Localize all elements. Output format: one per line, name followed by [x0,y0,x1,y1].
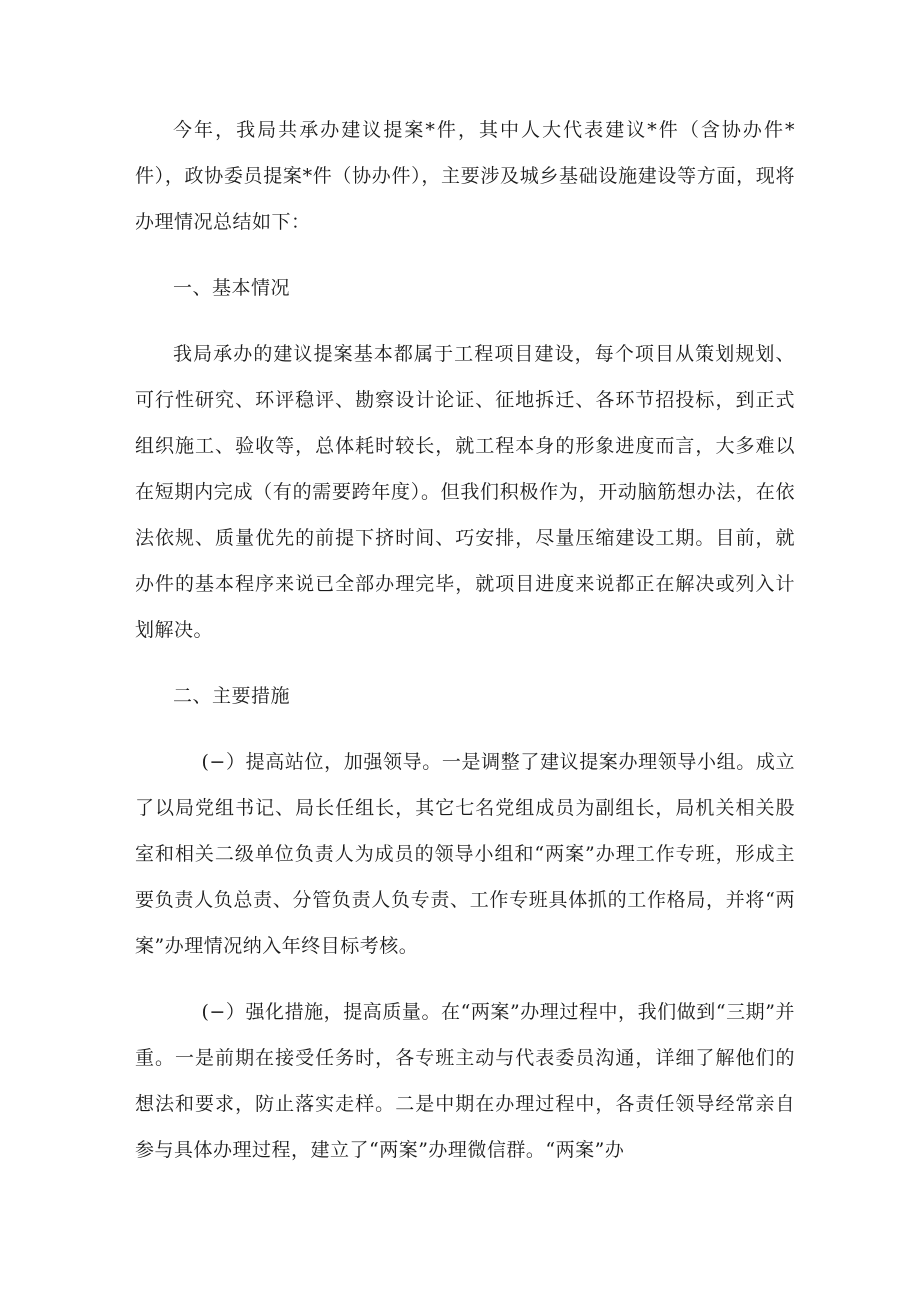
measure-paragraph-1: (−）提高站位，加强领导。一是调整了建议提案办理领导小组。成立了以局党组书记、局长任组长，其它七名党组成员为副组长，局机关相关股室和相关二级单位负责人为成员的领导小组和“两案”办理工作专班，形成主要负责人负总责、分管负责人负专责、工作专班具体抓的工作格局，并将“两案”办理情况纳入年终目标考核。 [135,751,795,957]
intro-paragraph: 今年，我局共承办建议提案*件，其中人大代表建议*件（含协办件*件），政协委员提案*件（协办件），主要涉及城乡基础设施建设等方面，现将办理情况总结如下： [135,119,795,233]
basic-situation-paragraph: 我局承办的建议提案基本都属于工程项目建设，每个项目从策划规划、可行性研究、环评稳评、勘察设计论证、征地拆迁、各环节招投标，到正式组织施工、验收等，总体耗时较长，就工程本身的形象进度而言，大多难以在短期内完成（有的需要跨年度）。但我们积极作为，开动脑筋想办法，在依法依规、质量优先的前提下挤时间、巧安排，尽量压缩建设工期。目前，就办件的基本程序来说已全部办理完毕，就项目进度来说都正在解决或列入计划解决。 [135,343,795,641]
measure-paragraph-2: (−）强化措施，提高质量。在“两案”办理过程中，我们做到“三期”并重。一是前期在接受任务时，各专班主动与代表委员沟通，详细了解他们的想法和要求，防止落实走样。二是中期在办理过程中，各责任领导经常亲自参与具体办理过程，建立了“两案”办理微信群。“两案”办 [135,1001,795,1161]
section-heading-main-measures: 二、主要措施 [173,685,291,707]
section-heading-basic-situation: 一、基本情况 [173,277,291,299]
document-page [135,107,795,1173]
